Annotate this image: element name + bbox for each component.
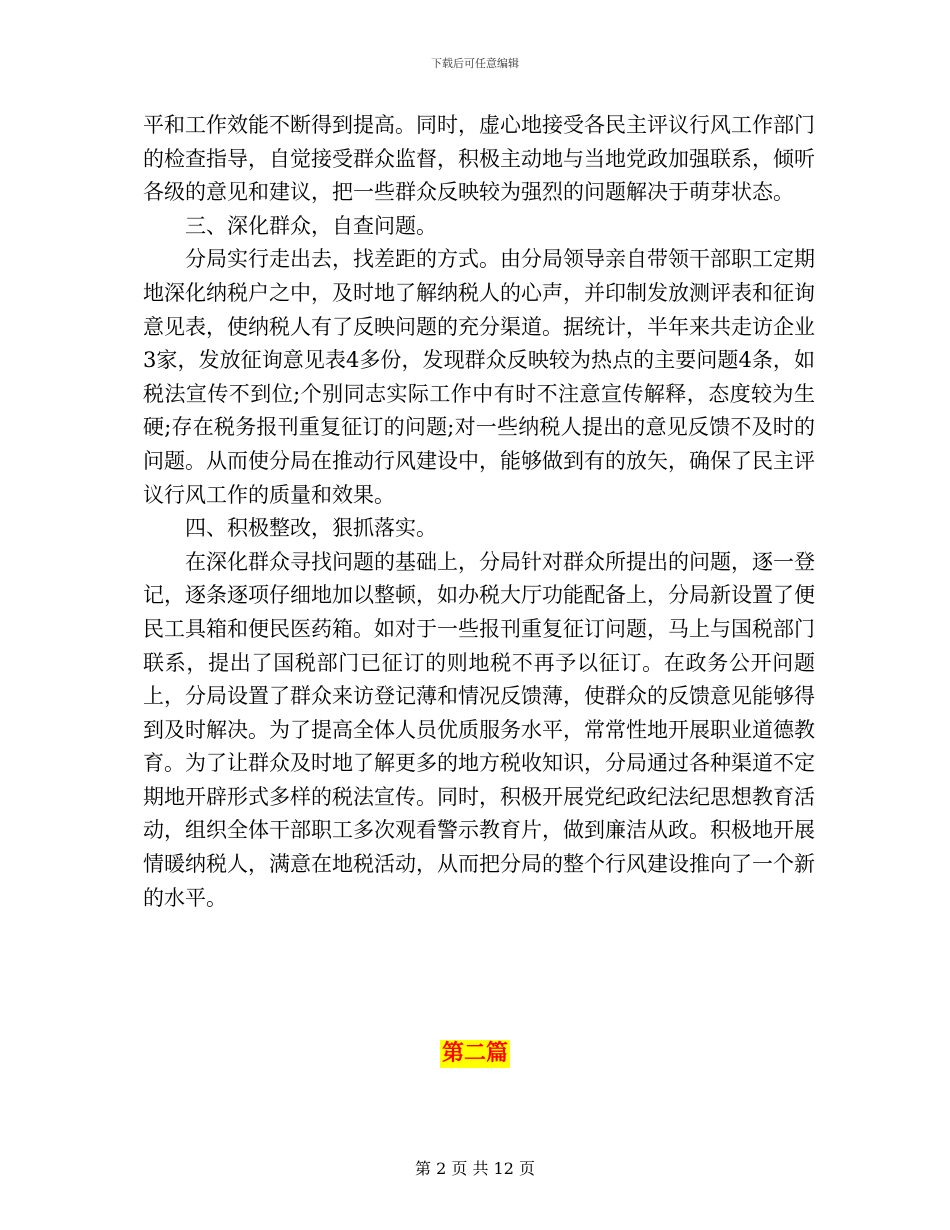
- document-body: [143, 109, 815, 915]
- paragraph-continuation: 平和工作效能不断得到提高。同时，虚心地接受各民主评议行风工作部门的检查指导，自觉接受群众监督，积极主动地与当地党政加强联系，倾听各级的意见和建议，把一些群众反映较为强烈的问题解决于萌芽状态。: [143, 113, 815, 205]
- heading-three: 三、深化群众，自查问题。: [185, 213, 437, 238]
- page-header: 下载后可任意编辑: [431, 57, 519, 70]
- heading-four: 四、积极整改，狠抓落实。: [185, 516, 437, 541]
- paragraph-survey: 分局实行走出去，找差距的方式。由分局领导亲自带领干部职工定期地深化纳税户之中，及时地了解纳税人的心声，并印制发放测评表和征询意见表，使纳税人有了反映问题的充分渠道。据统计，半年来共走访企业3家，发放征询意见表4多份，发现群众反映较为热点的主要问题4条，如税法宣传不到位;个别同志实际工作中有时不注意宣传解释，态度较为生硬;存在税务报刊重复征订的问题;对一些纳税人提出的意见反馈不及时的问题。从而使分局在推动行风建设中，能够做到有的放矢，确保了民主评议行风工作的质量和效果。: [143, 247, 815, 507]
- page-footer: 第 2 页 共 12 页: [415, 1159, 535, 1178]
- paragraph-rectification: 在深化群众寻找问题的基础上，分局针对群众所提出的问题，逐一登记，逐条逐项仔细地加以整顿，如办税大厅功能配备上，分局新设置了便民工具箱和便民医药箱。如对于一些报刊重复征订问题，马上与国税部门联系，提出了国税部门已征订的则地税不再予以征订。在政务公开问题上，分局设置了群众来访登记薄和情况反馈薄，使群众的反馈意见能够得到及时解决。为了提高全体人员优质服务水平，常常性地开展职业道德教育。为了让群众及时地了解更多的地方税收知识，分局通过各种渠道不定期地开辟形式多样的税法宣传。同时，积极开展党纪政纪法纪思想教育活动，组织全体干部职工多次观看警示教育片，做到廉洁从政。积极地开展情暖纳税人，满意在地税活动，从而把分局的整个行风建设推向了一个新的水平。: [143, 549, 815, 910]
- section-title-text: 第二篇: [441, 1041, 508, 1066]
- section-title: [0, 1040, 950, 1068]
